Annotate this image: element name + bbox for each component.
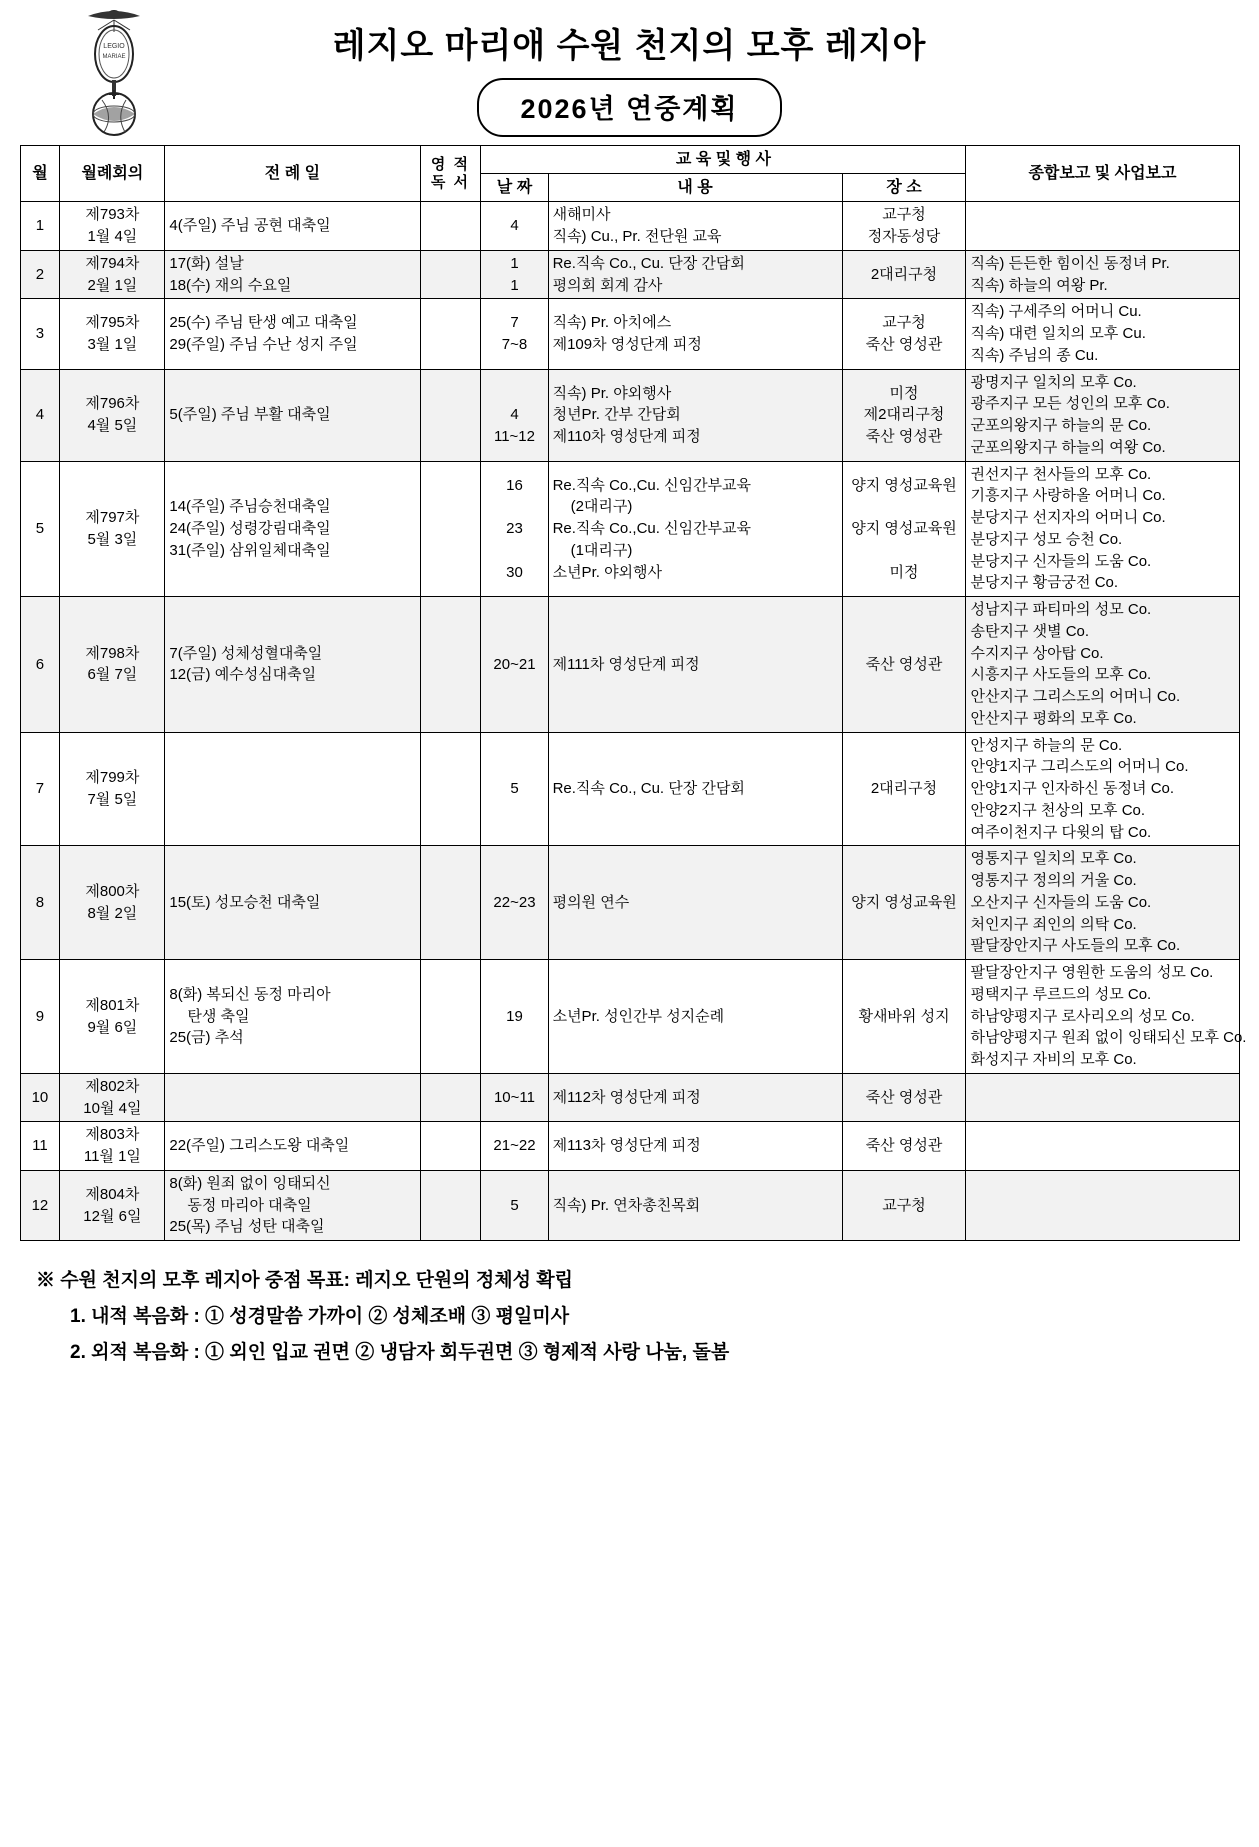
cell-month: 8	[20, 846, 60, 960]
cell-place	[842, 1122, 966, 1171]
cell-spiritual-reading	[420, 1073, 481, 1122]
cell-jeonre	[165, 250, 420, 299]
table-row	[20, 1170, 1239, 1240]
meeting-line: 제795차	[85, 314, 140, 332]
report-line: 영통지구 정의의 거울 Co.	[970, 872, 1137, 890]
cell-content	[548, 846, 842, 960]
content-line: 평의회 회계 감사	[552, 276, 663, 294]
note-internal-evangelization: 1. 내적 복음화 : ① 성경말씀 가까이 ② 성체조배 ③ 평일미사	[70, 1306, 570, 1328]
place-line: 죽산 영성관	[865, 1088, 943, 1106]
cell-monthly-meeting	[60, 732, 165, 846]
date-line: 20~21	[493, 655, 536, 673]
cell-place	[842, 846, 966, 960]
content-line: 제109차 영성단계 피정	[552, 336, 702, 353]
footer-notes	[36, 1263, 1259, 1371]
cell-month: 11	[20, 1122, 60, 1171]
cell-jeonre	[165, 369, 420, 461]
report-line: 오산지구 신자들의 도움 Co.	[970, 893, 1152, 911]
date-line: 23	[506, 520, 523, 537]
cell-report	[966, 202, 1239, 251]
cell-report	[966, 597, 1239, 733]
place-line: 정자동성당	[867, 228, 941, 246]
table-row	[20, 299, 1239, 369]
meeting-line: 제793차	[85, 206, 140, 224]
header-date: 날 짜	[481, 174, 548, 202]
meeting-line: 제794차	[85, 254, 140, 272]
date-line: 30	[506, 563, 523, 581]
cell-month: 10	[20, 1073, 60, 1122]
report-line: 권선지구 천사들의 모후 Co.	[970, 465, 1152, 483]
cell-spiritual-reading	[420, 299, 481, 369]
report-line: 평택지구 루르드의 성모 Co.	[970, 985, 1152, 1003]
cell-jeonre	[165, 1170, 420, 1240]
cell-jeonre	[165, 846, 420, 960]
meeting-line: 제804차	[85, 1185, 140, 1203]
note-external-evangelization: 2. 외적 복음화 : ① 외인 입교 권면 ② 냉담자 회두권면 ③ 형제적 사랑 나눔, 돌봄	[70, 1342, 730, 1364]
table-row	[20, 732, 1239, 846]
report-line: 시흥지구 사도들의 모후 Co.	[970, 666, 1152, 684]
report-line: 직속) 든든한 힘이신 동정녀 Pr.	[970, 254, 1170, 272]
table-row	[20, 597, 1239, 733]
cell-report	[966, 299, 1239, 369]
cell-content	[548, 1073, 842, 1122]
cell-spiritual-reading	[420, 960, 481, 1074]
place-spacer	[847, 496, 962, 518]
content-line: 청년Pr. 간부 간담회	[552, 406, 681, 424]
report-line: 분당지구 황금궁전 Co.	[970, 574, 1119, 592]
cell-spiritual-reading	[420, 1122, 481, 1171]
jeonre-line: 24(주일) 성령강림대축일	[169, 520, 331, 537]
cell-jeonre	[165, 732, 420, 846]
place-line: 미정	[889, 563, 919, 581]
cell-spiritual-reading	[420, 732, 481, 846]
content-line: (2대리구)	[570, 498, 633, 516]
cell-date	[481, 369, 548, 461]
header-jeonre-day: 전 례 일	[165, 146, 420, 202]
cell-date	[481, 846, 548, 960]
jeonre-line: 18(수) 재의 수요일	[169, 276, 292, 294]
cell-monthly-meeting	[60, 202, 165, 251]
report-line: 분당지구 신자들의 도움 Co.	[970, 552, 1152, 570]
date-line: 7	[510, 314, 519, 332]
content-line: 직속) Pr. 아치에스	[552, 314, 672, 332]
jeonre-line: 12(금) 예수성심대축일	[169, 666, 317, 684]
content-line: 소년Pr. 야외행사	[552, 563, 663, 581]
table-row	[20, 369, 1239, 461]
meeting-line: 제802차	[85, 1077, 140, 1095]
svg-text:MARIAE: MARIAE	[102, 54, 126, 60]
cell-spiritual-reading	[420, 846, 481, 960]
report-line: 송탄지구 샛별 Co.	[970, 622, 1090, 640]
report-line: 분당지구 성모 승천 Co.	[970, 530, 1123, 548]
date-line: 7~8	[501, 336, 528, 353]
report-line: 기흥지구 사랑하올 어머니 Co.	[970, 487, 1166, 505]
report-line: 하남양평지구 원죄 없이 잉태되신 모후 Co.	[970, 1029, 1247, 1047]
cell-monthly-meeting	[60, 250, 165, 299]
date-line	[485, 540, 543, 562]
jeonre-line: 5(주일) 주님 부활 대축일	[169, 406, 331, 424]
place-line: 황새바위 성지	[858, 1007, 950, 1025]
place-line: 양지 영성교육원	[851, 893, 957, 911]
jeonre-line: 31(주일) 삼위일체대축일	[169, 541, 331, 559]
cell-place	[842, 732, 966, 846]
content-line: 제111차 영성단계 피정	[552, 655, 700, 673]
cell-place	[842, 369, 966, 461]
jeonre-line: 25(목) 주님 성탄 대축일	[169, 1218, 325, 1236]
cell-date	[481, 461, 548, 597]
meeting-line: 제801차	[85, 996, 140, 1014]
date-line: 11~12	[493, 428, 535, 445]
table-row	[20, 250, 1239, 299]
cell-date	[481, 597, 548, 733]
jeonre-line: 4(주일) 주님 공현 대축일	[169, 217, 331, 235]
cell-month: 1	[20, 202, 60, 251]
header-monthly-meeting: 월례회의	[60, 146, 165, 202]
cell-month: 5	[20, 461, 60, 597]
table-body	[20, 202, 1247, 1241]
meeting-line: 2월 1일	[87, 276, 138, 294]
date-line: 4	[510, 217, 519, 235]
header-content: 내 용	[548, 174, 842, 202]
table-row	[20, 202, 1239, 251]
report-line: 안양1지구 그리스도의 어머니 Co.	[970, 758, 1189, 776]
header-spiritual-reading-line2: 독 서	[430, 173, 471, 191]
meeting-line: 제798차	[85, 644, 140, 662]
meeting-line: 제796차	[85, 395, 140, 413]
jeonre-line: 25(수) 주님 탄생 예고 대축일	[169, 314, 358, 332]
cell-date	[481, 250, 548, 299]
date-line: 1	[510, 276, 519, 294]
cell-month: 7	[20, 732, 60, 846]
cell-month: 2	[20, 250, 60, 299]
report-line: 처인지구 죄인의 의탁 Co.	[970, 915, 1137, 933]
cell-report	[966, 1073, 1239, 1122]
date-line: 4	[510, 406, 519, 424]
date-line: 5	[510, 780, 519, 798]
jeonre-line: 25(금) 추석	[169, 1029, 244, 1047]
cell-report	[966, 1122, 1239, 1171]
page-title: 레지오 마리애 수원 천지의 모후 레지아	[332, 27, 927, 65]
cell-date	[481, 960, 548, 1074]
cell-place	[842, 1170, 966, 1240]
jeonre-line: 17(화) 설날	[169, 254, 244, 272]
cell-content	[548, 369, 842, 461]
cell-content	[548, 299, 842, 369]
table-row	[20, 960, 1239, 1074]
cell-date	[481, 299, 548, 369]
header-month: 월	[20, 146, 60, 202]
report-line: 팔달장안지구 사도들의 모후 Co.	[970, 937, 1181, 955]
place-line: 제2대리구청	[863, 406, 945, 424]
content-line: Re.직속 Co.,Cu. 신임간부교육	[552, 520, 752, 537]
report-line: 직속) 하늘의 여왕 Pr.	[970, 276, 1108, 294]
meeting-line: 4월 5일	[87, 417, 138, 435]
cell-month: 6	[20, 597, 60, 733]
meeting-line: 12월 6일	[83, 1207, 142, 1225]
date-line	[485, 383, 543, 405]
cell-monthly-meeting	[60, 846, 165, 960]
meeting-line: 11월 1일	[83, 1148, 141, 1166]
cell-date	[481, 1122, 548, 1171]
table-header-row-1	[20, 146, 1239, 174]
jeonre-line: 8(화) 복되신 동정 마리아	[169, 985, 331, 1003]
cell-jeonre	[165, 597, 420, 733]
header-report: 종합보고 및 사업보고	[966, 146, 1239, 202]
jeonre-line: 7(주일) 성체성혈대축일	[169, 644, 323, 662]
report-line: 안산지구 그리스도의 어머니 Co.	[970, 688, 1181, 706]
table-row	[20, 461, 1239, 597]
cell-spiritual-reading	[420, 597, 481, 733]
content-line: Re.직속 Co., Cu. 단장 간담회	[552, 254, 745, 272]
report-line: 직속) 대련 일치의 모후 Cu.	[970, 325, 1146, 343]
meeting-line: 6월 7일	[87, 666, 138, 684]
place-line: 죽산 영성관	[865, 655, 943, 673]
report-line: 성남지구 파티마의 성모 Co.	[970, 601, 1152, 619]
content-line: Re.직속 Co.,Cu. 신임간부교육	[552, 476, 752, 494]
cell-report	[966, 846, 1239, 960]
report-line: 분당지구 선지자의 어머니 Co.	[970, 509, 1166, 527]
cell-date	[481, 1073, 548, 1122]
cell-place	[842, 960, 966, 1074]
cell-spiritual-reading	[420, 1170, 481, 1240]
cell-content	[548, 202, 842, 251]
header-place: 장 소	[842, 174, 966, 202]
cell-monthly-meeting	[60, 461, 165, 597]
meeting-line: 8월 2일	[87, 904, 138, 922]
cell-month: 9	[20, 960, 60, 1074]
report-line: 광주지구 모든 성인의 모후 Co.	[970, 395, 1170, 413]
content-line: 소년Pr. 성인간부 성지순례	[552, 1007, 725, 1025]
cell-date	[481, 732, 548, 846]
cell-month: 3	[20, 299, 60, 369]
cell-monthly-meeting	[60, 369, 165, 461]
report-line: 여주이천지구 다윗의 탑 Co.	[970, 823, 1152, 841]
cell-spiritual-reading	[420, 250, 481, 299]
cell-jeonre	[165, 299, 420, 369]
date-line: 10~11	[493, 1088, 535, 1106]
cell-place	[842, 597, 966, 733]
report-line: 군포의왕지구 하늘의 여왕 Co.	[970, 438, 1166, 456]
table-row	[20, 846, 1239, 960]
date-line: 21~22	[493, 1137, 536, 1155]
header-spiritual-reading-line1: 영 적	[430, 156, 471, 174]
place-line: 죽산 영성관	[865, 336, 943, 353]
cell-report	[966, 250, 1239, 299]
content-line: (1대리구)	[570, 541, 633, 559]
document-header	[0, 0, 1259, 145]
cell-monthly-meeting	[60, 960, 165, 1074]
header-spiritual-reading	[420, 146, 481, 202]
cell-monthly-meeting	[60, 1073, 165, 1122]
jeonre-line: 15(토) 성모승천 대축일	[169, 893, 321, 911]
report-line: 하남양평지구 로사리오의 성모 Co.	[970, 1007, 1195, 1025]
meeting-line: 제803차	[85, 1126, 140, 1144]
cell-report	[966, 960, 1247, 1074]
place-line: 교구청	[882, 206, 926, 224]
meeting-line: 제800차	[85, 883, 140, 900]
content-line: 제110차 영성단계 피정	[552, 428, 701, 445]
meeting-line: 제799차	[85, 769, 140, 787]
cell-place	[842, 461, 966, 597]
cell-place	[842, 250, 966, 299]
meeting-line: 10월 4일	[83, 1099, 142, 1117]
jeonre-line: 동정 마리아 대축일	[187, 1196, 312, 1214]
content-line: 직속) Cu., Pr. 전단원 교육	[552, 228, 722, 246]
place-line: 교구청	[882, 314, 926, 332]
header-education-events: 교 육 및 행 사	[481, 146, 966, 174]
meeting-line: 7월 5일	[87, 791, 138, 808]
content-line: 직속) Pr. 연차총친목회	[552, 1196, 701, 1214]
cell-month: 4	[20, 369, 60, 461]
cell-place	[842, 202, 966, 251]
cell-jeonre	[165, 1122, 420, 1171]
report-line: 직속) 주님의 종 Cu.	[970, 346, 1099, 364]
cell-report	[966, 732, 1239, 846]
place-line: 양지 영성교육원	[851, 476, 957, 494]
jeonre-line: 탄생 축일	[187, 1007, 250, 1025]
page-subtitle-wrap	[0, 78, 1259, 137]
cell-monthly-meeting	[60, 597, 165, 733]
cell-content	[548, 1122, 842, 1171]
cell-jeonre	[165, 202, 420, 251]
report-line: 안양2지구 천상의 모후 Co.	[970, 801, 1146, 819]
report-line: 직속) 구세주의 어머니 Cu.	[970, 303, 1142, 321]
report-line: 안성지구 하늘의 문 Co.	[970, 736, 1123, 754]
jeonre-line: 8(화) 원죄 없이 잉태되신	[169, 1174, 331, 1192]
report-line: 광명지구 일치의 모후 Co.	[970, 373, 1137, 391]
cell-content	[548, 461, 842, 597]
place-line: 양지 영성교육원	[851, 520, 957, 537]
svg-text:LEGIO: LEGIO	[103, 43, 125, 50]
report-line: 안산지구 평화의 모후 Co.	[970, 709, 1137, 727]
content-line: 직속) Pr. 야외행사	[552, 384, 672, 402]
cell-spiritual-reading	[420, 461, 481, 597]
report-line: 화성지구 자비의 모후 Co.	[970, 1051, 1137, 1069]
date-line	[485, 496, 543, 518]
meeting-line: 5월 3일	[87, 530, 138, 548]
content-line: Re.직속 Co., Cu. 단장 간담회	[552, 780, 745, 798]
place-line: 죽산 영성관	[865, 1137, 943, 1155]
date-line: 22~23	[493, 893, 536, 911]
date-line: 5	[510, 1196, 519, 1214]
cell-spiritual-reading	[420, 202, 481, 251]
cell-content	[548, 732, 842, 846]
cell-jeonre	[165, 960, 420, 1074]
report-line: 팔달장안지구 영원한 도움의 성모 Co.	[970, 964, 1214, 982]
place-line: 미정	[889, 384, 919, 402]
table-row	[20, 1073, 1239, 1122]
note-goal: ※ 수원 천지의 모후 레지아 중점 목표: 레지오 단원의 정체성 확립	[36, 1270, 573, 1292]
content-line: 제113차 영성단계 피정	[552, 1137, 701, 1155]
content-line: 새해미사	[552, 206, 611, 224]
cell-report	[966, 369, 1239, 461]
meeting-line: 1월 4일	[87, 228, 138, 246]
report-line: 영통지구 일치의 모후 Co.	[970, 850, 1137, 868]
jeonre-line: 22(주일) 그리스도왕 대축일	[169, 1137, 350, 1155]
place-line: 죽산 영성관	[865, 428, 943, 445]
content-line: 제112차 영성단계 피정	[552, 1088, 701, 1106]
date-line: 19	[506, 1007, 523, 1025]
meeting-line: 제797차	[85, 509, 140, 527]
cell-place	[842, 299, 966, 369]
cell-report	[966, 1170, 1239, 1240]
cell-monthly-meeting	[60, 1122, 165, 1171]
cell-content	[548, 250, 842, 299]
cell-content	[548, 1170, 842, 1240]
report-line: 안양1지구 인자하신 동정녀 Co.	[970, 780, 1175, 798]
date-line: 16	[506, 476, 523, 494]
cell-spiritual-reading	[420, 369, 481, 461]
cell-report	[966, 461, 1239, 597]
table-row	[20, 1122, 1239, 1171]
place-line: 2대리구청	[870, 780, 938, 798]
annual-plan-table	[20, 145, 1247, 1241]
jeonre-line: 14(주일) 주님승천대축일	[169, 498, 331, 516]
cell-content	[548, 960, 842, 1074]
cell-content	[548, 597, 842, 733]
cell-jeonre	[165, 1073, 420, 1122]
place-spacer	[847, 540, 962, 562]
report-line: 군포의왕지구 하늘의 문 Co.	[970, 417, 1152, 435]
cell-jeonre	[165, 461, 420, 597]
cell-place	[842, 1073, 966, 1122]
cell-monthly-meeting	[60, 299, 165, 369]
page-subtitle: 2026년 연중계획	[477, 78, 783, 137]
date-line: 1	[510, 254, 519, 272]
cell-date	[481, 202, 548, 251]
place-line: 교구청	[882, 1196, 926, 1214]
meeting-line: 9월 6일	[87, 1018, 138, 1036]
report-line: 수지지구 상아탑 Co.	[970, 644, 1104, 662]
jeonre-line: 29(주일) 주님 수난 성지 주일	[169, 336, 358, 353]
cell-monthly-meeting	[60, 1170, 165, 1240]
cell-month: 12	[20, 1170, 60, 1240]
place-line: 2대리구청	[870, 265, 938, 283]
meeting-line: 3월 1일	[87, 336, 138, 353]
content-line: 평의원 연수	[552, 893, 630, 911]
cell-date	[481, 1170, 548, 1240]
